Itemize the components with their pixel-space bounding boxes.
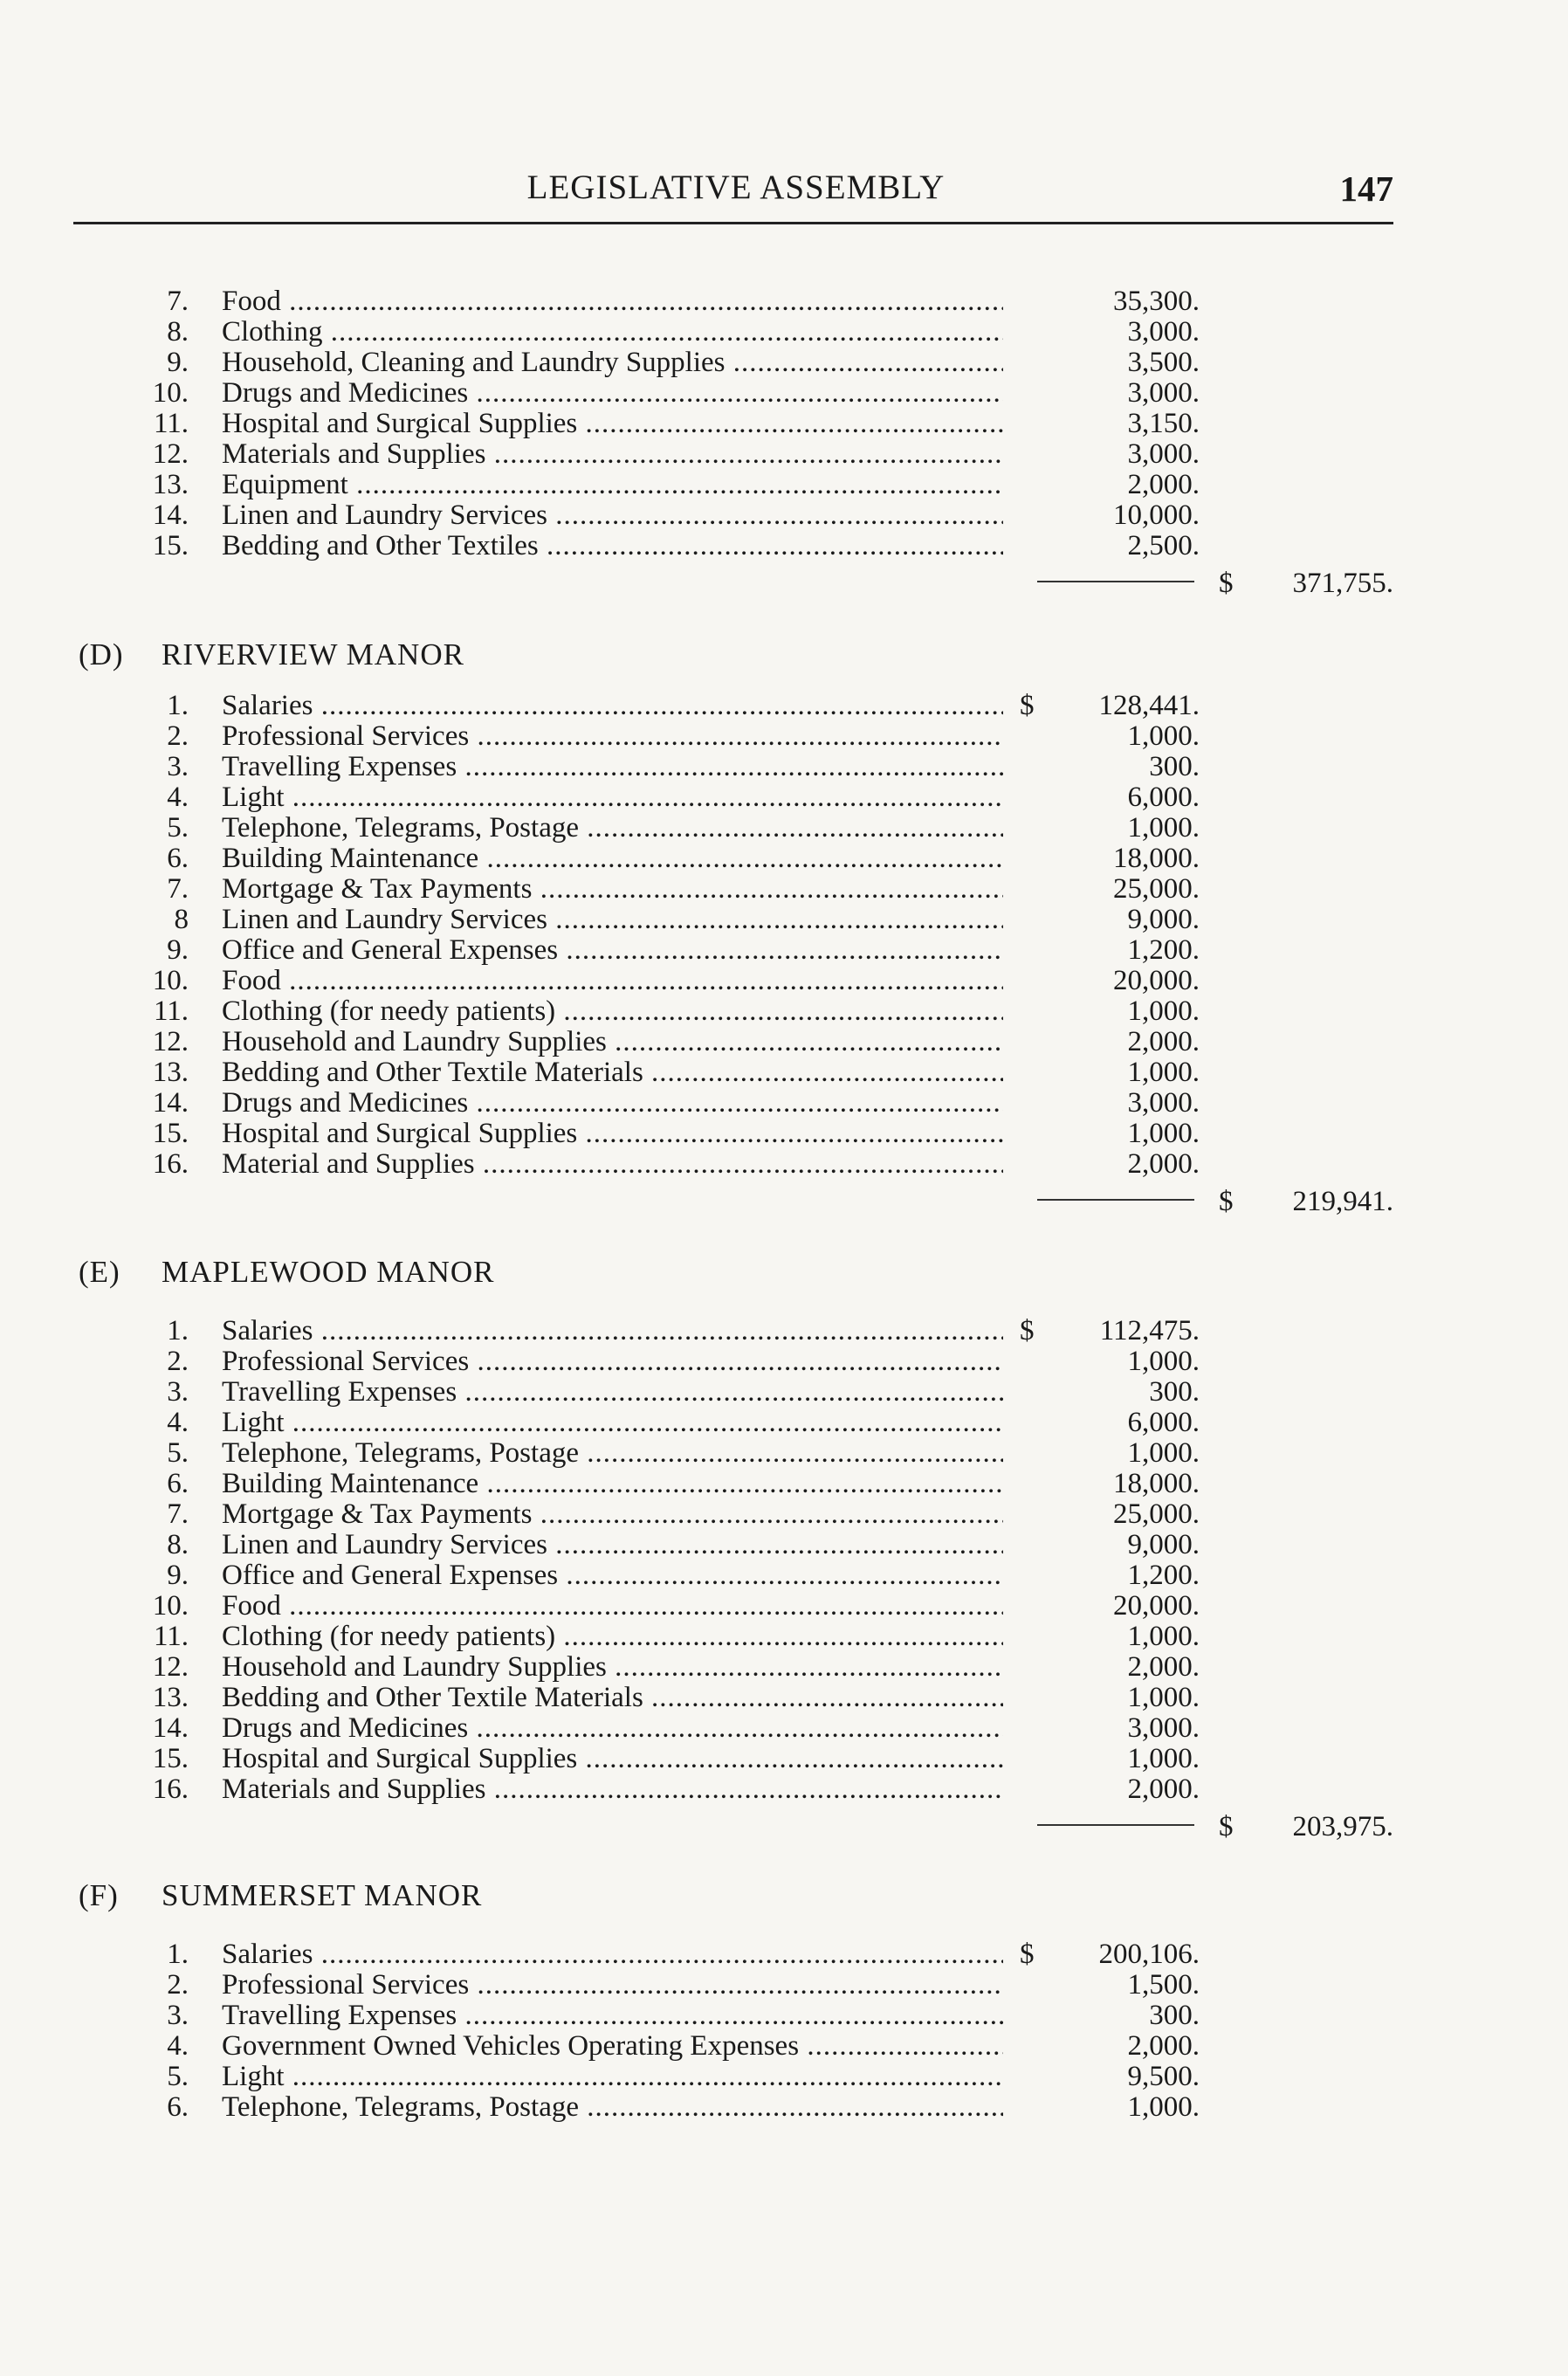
item-amount: 128,441.	[1098, 690, 1200, 721]
continued-list	[0, 286, 1568, 605]
item-number: 12.	[152, 1651, 189, 1683]
line-item	[0, 470, 1568, 500]
line-item	[0, 348, 1568, 378]
line-item	[0, 531, 1568, 561]
item-amount: 2,000.	[1127, 2030, 1200, 2062]
item-label: Bedding and Other Textile Materials .....	[222, 1683, 1003, 1713]
line-item	[0, 1530, 1568, 1560]
line-item	[0, 1622, 1568, 1652]
item-label: Telephone, Telegrams, Postage .....	[222, 2092, 1003, 2123]
item-label: Clothing .....	[222, 317, 1003, 348]
item-number: 7.	[167, 286, 189, 317]
item-number: 13.	[152, 469, 189, 500]
line-item	[0, 752, 1568, 782]
item-amount: 2,000.	[1127, 1773, 1200, 1805]
item-label: Office and General Expenses .....	[222, 935, 1003, 966]
item-number: 1.	[167, 1939, 189, 1970]
line-item	[0, 1408, 1568, 1438]
item-amount: 1,000.	[1127, 720, 1200, 752]
line-item	[0, 844, 1568, 874]
item-label: Travelling Expenses .....	[222, 2001, 1003, 2031]
line-item	[0, 409, 1568, 439]
section-title: MAPLEWOOD MANOR	[162, 1255, 495, 1289]
item-amount: 300.	[1149, 751, 1200, 782]
item-amount: 1,000.	[1127, 1118, 1200, 1149]
section-letter: (E)	[79, 1255, 120, 1289]
section-total	[0, 1180, 1568, 1223]
item-amount: 3,500.	[1127, 347, 1200, 378]
item-label: Mortgage & Tax Payments .....	[222, 1499, 1003, 1530]
item-amount: 3,000.	[1127, 1087, 1200, 1119]
item-number: 16.	[152, 1773, 189, 1805]
line-item	[0, 2001, 1568, 2031]
total-amount: 219,941.	[1292, 1186, 1393, 1217]
item-label: Office and General Expenses .....	[222, 1560, 1003, 1591]
total-dollar-sign: $	[1219, 1811, 1234, 1842]
item-number: 10.	[152, 377, 189, 409]
line-item	[0, 935, 1568, 966]
item-number: 13.	[152, 1682, 189, 1713]
item-label: Building Maintenance .....	[222, 1469, 1003, 1499]
section-title: RIVERVIEW MANOR	[162, 637, 464, 671]
section-list-f	[0, 1939, 1568, 2123]
item-number: 11.	[153, 995, 189, 1027]
total-dollar-sign: $	[1219, 1186, 1234, 1217]
line-item	[0, 1377, 1568, 1408]
item-number: 5.	[167, 812, 189, 844]
item-label: Food .....	[222, 1591, 1003, 1622]
item-number: 10.	[152, 965, 189, 996]
item-label: Telephone, Telegrams, Postage .....	[222, 813, 1003, 844]
line-item	[0, 874, 1568, 905]
item-label: Drugs and Medicines .....	[222, 1088, 1003, 1119]
item-number: 3.	[167, 1376, 189, 1408]
item-label: Materials and Supplies .....	[222, 1774, 1003, 1805]
item-label: Travelling Expenses .....	[222, 1377, 1003, 1408]
item-number: 12.	[152, 438, 189, 470]
line-item	[0, 1149, 1568, 1180]
item-amount: 2,000.	[1127, 1651, 1200, 1683]
item-amount: 200,106.	[1098, 1939, 1200, 1970]
item-amount: 9,000.	[1127, 904, 1200, 935]
line-item	[0, 1970, 1568, 2001]
total-rule	[1037, 1824, 1194, 1826]
item-label: Government Owned Vehicles Operating Expenses .....	[222, 2031, 1003, 2062]
item-number: 1.	[167, 1315, 189, 1346]
item-number: 8.	[167, 316, 189, 348]
item-amount: 1,200.	[1127, 934, 1200, 966]
item-label: Light .....	[222, 1408, 1003, 1438]
item-number: 13.	[152, 1057, 189, 1088]
line-item	[0, 378, 1568, 409]
line-item	[0, 1499, 1568, 1530]
item-amount: 2,500.	[1127, 530, 1200, 561]
item-number: 2.	[167, 1346, 189, 1377]
item-amount: 9,500.	[1127, 2061, 1200, 2092]
item-number: 7.	[167, 873, 189, 905]
item-number: 4.	[167, 1407, 189, 1438]
item-label: Travelling Expenses .....	[222, 752, 1003, 782]
item-label: Household and Laundry Supplies .....	[222, 1652, 1003, 1683]
item-label: Clothing (for needy patients) .....	[222, 1622, 1003, 1652]
item-number: 9.	[167, 347, 189, 378]
line-item	[0, 1346, 1568, 1377]
item-dollar-sign: $	[1020, 690, 1035, 721]
item-amount: 2,000.	[1127, 469, 1200, 500]
item-amount: 1,000.	[1127, 1621, 1200, 1652]
item-label: Hospital and Surgical Supplies .....	[222, 1119, 1003, 1149]
item-amount: 1,000.	[1127, 1437, 1200, 1469]
item-amount: 6,000.	[1127, 1407, 1200, 1438]
item-amount: 1,200.	[1127, 1560, 1200, 1591]
line-item	[0, 1438, 1568, 1469]
item-amount: 1,000.	[1127, 1057, 1200, 1088]
line-item	[0, 439, 1568, 470]
total-rule	[1037, 1199, 1194, 1201]
line-item	[0, 1057, 1568, 1088]
item-label: Linen and Laundry Services .....	[222, 500, 1003, 531]
item-amount: 1,000.	[1127, 2091, 1200, 2123]
item-label: Drugs and Medicines .....	[222, 1713, 1003, 1744]
item-label: Salaries .....	[222, 691, 1003, 721]
line-item	[0, 966, 1568, 996]
item-dollar-sign: $	[1020, 1315, 1035, 1346]
line-item	[0, 286, 1568, 317]
item-amount: 18,000.	[1113, 843, 1200, 874]
line-item	[0, 996, 1568, 1027]
item-amount: 112,475.	[1099, 1315, 1200, 1346]
line-item	[0, 2092, 1568, 2123]
total-rule	[1037, 581, 1194, 582]
item-label: Clothing (for needy patients) .....	[222, 996, 1003, 1027]
item-number: 14.	[152, 1712, 189, 1744]
item-label: Materials and Supplies .....	[222, 439, 1003, 470]
item-number: 15.	[152, 1118, 189, 1149]
item-label: Household, Cleaning and Laundry Supplies .....	[222, 348, 1003, 378]
item-amount: 1,000.	[1127, 812, 1200, 844]
item-number: 9.	[167, 1560, 189, 1591]
total-amount: 203,975.	[1292, 1811, 1393, 1842]
line-item	[0, 500, 1568, 531]
line-item	[0, 1652, 1568, 1683]
page-number: 147	[1339, 169, 1393, 209]
item-number: 4.	[167, 2030, 189, 2062]
line-item	[0, 317, 1568, 348]
item-label: Hospital and Surgical Supplies .....	[222, 409, 1003, 439]
item-amount: 2,000.	[1127, 1026, 1200, 1057]
line-item	[0, 1027, 1568, 1057]
item-number: 3.	[167, 2000, 189, 2031]
line-item	[0, 1939, 1568, 1970]
line-item	[0, 1560, 1568, 1591]
section-list-d	[0, 691, 1568, 1223]
item-label: Light .....	[222, 782, 1003, 813]
line-item	[0, 1316, 1568, 1346]
line-item	[0, 1683, 1568, 1713]
line-item	[0, 1469, 1568, 1499]
item-number: 15.	[152, 530, 189, 561]
item-amount: 2,000.	[1127, 1148, 1200, 1180]
item-number: 15.	[152, 1743, 189, 1774]
item-amount: 3,150.	[1127, 408, 1200, 439]
line-item	[0, 782, 1568, 813]
item-number: 8	[174, 904, 189, 935]
line-item	[0, 1591, 1568, 1622]
line-item	[0, 1744, 1568, 1774]
section-letter: (F)	[79, 1878, 119, 1912]
page-header	[79, 168, 1393, 213]
item-label: Bedding and Other Textile Materials .....	[222, 1057, 1003, 1088]
item-amount: 3,000.	[1127, 377, 1200, 409]
item-number: 6.	[167, 2091, 189, 2123]
item-label: Mortgage & Tax Payments .....	[222, 874, 1003, 905]
line-item	[0, 2031, 1568, 2062]
section-total	[0, 1805, 1568, 1849]
total-dollar-sign: $	[1219, 568, 1234, 599]
item-amount: 3,000.	[1127, 438, 1200, 470]
item-number: 4.	[167, 782, 189, 813]
item-amount: 1,000.	[1127, 1682, 1200, 1713]
item-number: 6.	[167, 1468, 189, 1499]
header-rule	[73, 222, 1393, 224]
item-label: Food .....	[222, 966, 1003, 996]
item-label: Telephone, Telegrams, Postage .....	[222, 1438, 1003, 1469]
item-amount: 25,000.	[1113, 1498, 1200, 1530]
item-label: Linen and Laundry Services .....	[222, 905, 1003, 935]
item-label: Building Maintenance .....	[222, 844, 1003, 874]
item-number: 5.	[167, 2061, 189, 2092]
line-item	[0, 1119, 1568, 1149]
section-heading-d	[79, 637, 464, 672]
item-amount: 1,500.	[1127, 1969, 1200, 2001]
item-dollar-sign: $	[1020, 1939, 1035, 1970]
item-label: Household and Laundry Supplies .....	[222, 1027, 1003, 1057]
item-label: Food .....	[222, 286, 1003, 317]
item-label: Professional Services .....	[222, 721, 1003, 752]
item-number: 6.	[167, 843, 189, 874]
section-list-e	[0, 1316, 1568, 1849]
item-amount: 9,000.	[1127, 1529, 1200, 1560]
section-heading-f	[79, 1878, 482, 1913]
item-number: 3.	[167, 751, 189, 782]
item-amount: 10,000.	[1113, 499, 1200, 531]
page-title: LEGISLATIVE ASSEMBLY	[526, 169, 946, 206]
section-title: SUMMERSET MANOR	[162, 1878, 483, 1912]
item-number: 2.	[167, 720, 189, 752]
item-label: Bedding and Other Textiles .....	[222, 531, 1003, 561]
item-label: Light .....	[222, 2062, 1003, 2092]
section-total	[0, 561, 1568, 605]
item-label: Equipment .....	[222, 470, 1003, 500]
item-number: 11.	[153, 408, 189, 439]
item-number: 2.	[167, 1969, 189, 2001]
item-label: Linen and Laundry Services .....	[222, 1530, 1003, 1560]
line-item	[0, 1088, 1568, 1119]
item-amount: 3,000.	[1127, 1712, 1200, 1744]
item-amount: 18,000.	[1113, 1468, 1200, 1499]
item-amount: 1,000.	[1127, 995, 1200, 1027]
line-item	[0, 813, 1568, 844]
line-item	[0, 905, 1568, 935]
line-item	[0, 2062, 1568, 2092]
item-label: Salaries .....	[222, 1939, 1003, 1970]
item-number: 10.	[152, 1590, 189, 1622]
item-number: 14.	[152, 499, 189, 531]
total-amount: 371,755.	[1292, 568, 1393, 599]
item-amount: 20,000.	[1113, 965, 1200, 996]
item-number: 16.	[152, 1148, 189, 1180]
item-amount: 20,000.	[1113, 1590, 1200, 1622]
item-amount: 6,000.	[1127, 782, 1200, 813]
item-number: 9.	[167, 934, 189, 966]
line-item	[0, 721, 1568, 752]
line-item	[0, 1774, 1568, 1805]
item-amount: 300.	[1149, 1376, 1200, 1408]
item-number: 5.	[167, 1437, 189, 1469]
line-item	[0, 1713, 1568, 1744]
item-amount: 1,000.	[1127, 1346, 1200, 1377]
item-label: Drugs and Medicines .....	[222, 378, 1003, 409]
item-amount: 1,000.	[1127, 1743, 1200, 1774]
item-number: 11.	[153, 1621, 189, 1652]
line-item	[0, 691, 1568, 721]
item-label: Material and Supplies .....	[222, 1149, 1003, 1180]
item-label: Salaries .....	[222, 1316, 1003, 1346]
item-amount: 3,000.	[1127, 316, 1200, 348]
item-amount: 25,000.	[1113, 873, 1200, 905]
item-number: 1.	[167, 690, 189, 721]
item-number: 8.	[167, 1529, 189, 1560]
item-amount: 300.	[1149, 2000, 1200, 2031]
item-number: 7.	[167, 1498, 189, 1530]
item-label: Hospital and Surgical Supplies .....	[222, 1744, 1003, 1774]
section-letter: (D)	[79, 637, 124, 671]
item-label: Professional Services .....	[222, 1970, 1003, 2001]
item-number: 12.	[152, 1026, 189, 1057]
item-amount: 35,300.	[1113, 286, 1200, 317]
item-label: Professional Services .....	[222, 1346, 1003, 1377]
item-number: 14.	[152, 1087, 189, 1119]
section-heading-e	[79, 1255, 495, 1290]
